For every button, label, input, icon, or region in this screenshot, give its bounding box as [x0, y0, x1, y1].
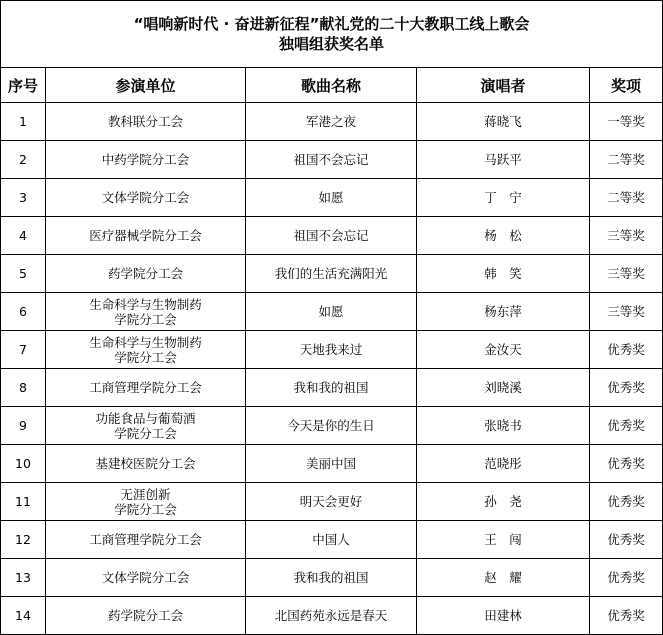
header-singer: 演唱者 — [417, 68, 590, 103]
table-row — [1, 597, 663, 635]
unit-text-line: 生命科学与生物制药 — [89, 296, 202, 312]
cell-award: 三等奖 — [590, 255, 663, 293]
cell-index: 10 — [1, 445, 46, 483]
cell-unit — [46, 331, 246, 369]
unit-text-line: 无涯创新 — [120, 486, 171, 502]
cell-unit — [46, 483, 246, 521]
cell-singer: 马跃平 — [417, 141, 590, 179]
cell-unit — [46, 141, 246, 179]
cell-unit — [46, 255, 246, 293]
cell-award: 三等奖 — [590, 293, 663, 331]
cell-index: 1 — [1, 103, 46, 141]
cell-award: 优秀奖 — [590, 597, 663, 635]
cell-index: 2 — [1, 141, 46, 179]
cell-song: 今天是你的生日 — [246, 407, 417, 445]
cell-singer: 田建林 — [417, 597, 590, 635]
unit-text-line: 工商管理学院分工会 — [89, 532, 202, 547]
cell-singer: 杨东萍 — [417, 293, 590, 331]
header-row — [1, 68, 663, 103]
unit-text-line: 学院分工会 — [114, 311, 177, 327]
table-row — [1, 103, 663, 141]
cell-award: 优秀奖 — [590, 369, 663, 407]
table-row — [1, 559, 663, 597]
cell-index: 5 — [1, 255, 46, 293]
cell-singer: 赵 耀 — [417, 559, 590, 597]
cell-index: 14 — [1, 597, 46, 635]
cell-song: 军港之夜 — [246, 103, 417, 141]
cell-award: 优秀奖 — [590, 521, 663, 559]
cell-index: 6 — [1, 293, 46, 331]
table-row — [1, 255, 663, 293]
cell-index: 11 — [1, 483, 46, 521]
cell-unit — [46, 293, 246, 331]
cell-unit — [46, 407, 246, 445]
cell-song: 我和我的祖国 — [246, 559, 417, 597]
cell-unit — [46, 521, 246, 559]
cell-singer: 金汝天 — [417, 331, 590, 369]
cell-index: 13 — [1, 559, 46, 597]
cell-song: 中国人 — [246, 521, 417, 559]
table-row — [1, 369, 663, 407]
unit-text-line: 基建校医院分工会 — [95, 456, 196, 471]
title-line-2: 独唱组获奖名单 — [279, 35, 385, 53]
unit-text-line: 文体学院分工会 — [101, 570, 190, 585]
cell-award: 二等奖 — [590, 179, 663, 217]
table-row — [1, 521, 663, 559]
cell-singer: 丁 宁 — [417, 179, 590, 217]
cell-unit — [46, 369, 246, 407]
cell-song: 北国药苑永远是春天 — [246, 597, 417, 635]
cell-singer: 刘晓溪 — [417, 369, 590, 407]
header-song: 歌曲名称 — [246, 68, 417, 103]
table-body — [1, 103, 663, 635]
header-unit: 参演单位 — [46, 68, 246, 103]
unit-text-line: 学院分工会 — [114, 349, 177, 365]
cell-index: 7 — [1, 331, 46, 369]
table-row — [1, 445, 663, 483]
cell-award: 二等奖 — [590, 141, 663, 179]
cell-unit — [46, 179, 246, 217]
cell-song: 祖国不会忘记 — [246, 217, 417, 255]
cell-song: 我们的生活充满阳光 — [246, 255, 417, 293]
cell-award: 优秀奖 — [590, 559, 663, 597]
cell-index: 3 — [1, 179, 46, 217]
table-row — [1, 331, 663, 369]
cell-song: 如愿 — [246, 293, 417, 331]
cell-index: 8 — [1, 369, 46, 407]
cell-singer: 张晓书 — [417, 407, 590, 445]
cell-unit — [46, 559, 246, 597]
unit-text-line: 药学院分工会 — [107, 608, 183, 623]
unit-text-line: 文体学院分工会 — [101, 190, 190, 205]
unit-text-line: 医疗器械学院分工会 — [89, 228, 202, 243]
title-line-1: “唱响新时代 · 奋进新征程”献礼党的二十大教职工线上歌会 — [133, 15, 530, 33]
table-row — [1, 217, 663, 255]
cell-singer: 韩 笑 — [417, 255, 590, 293]
cell-unit — [46, 445, 246, 483]
unit-text-line: 学院分工会 — [114, 425, 177, 441]
table-row — [1, 407, 663, 445]
cell-award: 优秀奖 — [590, 445, 663, 483]
cell-singer: 孙 尧 — [417, 483, 590, 521]
table-row — [1, 483, 663, 521]
cell-song: 天地我来过 — [246, 331, 417, 369]
cell-award: 一等奖 — [590, 103, 663, 141]
cell-unit — [46, 217, 246, 255]
unit-text-line: 工商管理学院分工会 — [89, 380, 202, 395]
table-row — [1, 179, 663, 217]
title-row — [1, 1, 663, 68]
cell-song: 祖国不会忘记 — [246, 141, 417, 179]
unit-text-line: 生命科学与生物制药 — [89, 334, 202, 350]
cell-song: 明天会更好 — [246, 483, 417, 521]
unit-text-line: 药学院分工会 — [107, 266, 183, 281]
table-row — [1, 141, 663, 179]
cell-singer: 杨 松 — [417, 217, 590, 255]
cell-song: 美丽中国 — [246, 445, 417, 483]
cell-singer: 王 闯 — [417, 521, 590, 559]
cell-index: 9 — [1, 407, 46, 445]
unit-text-line: 教科联分工会 — [107, 114, 183, 129]
cell-singer: 蒋晓飞 — [417, 103, 590, 141]
unit-text-line: 中药学院分工会 — [101, 152, 190, 167]
cell-award: 优秀奖 — [590, 483, 663, 521]
cell-unit — [46, 597, 246, 635]
cell-index: 12 — [1, 521, 46, 559]
table-row — [1, 293, 663, 331]
header-index: 序号 — [1, 68, 46, 103]
header-award: 奖项 — [590, 68, 663, 103]
cell-award: 优秀奖 — [590, 407, 663, 445]
unit-text-line: 功能食品与葡萄酒 — [95, 410, 196, 426]
cell-award: 三等奖 — [590, 217, 663, 255]
unit-text-line: 学院分工会 — [114, 501, 177, 517]
cell-unit — [46, 103, 246, 141]
cell-song: 我和我的祖国 — [246, 369, 417, 407]
cell-singer: 范晓彤 — [417, 445, 590, 483]
cell-award: 优秀奖 — [590, 331, 663, 369]
cell-song: 如愿 — [246, 179, 417, 217]
cell-index: 4 — [1, 217, 46, 255]
table-title — [1, 1, 663, 68]
